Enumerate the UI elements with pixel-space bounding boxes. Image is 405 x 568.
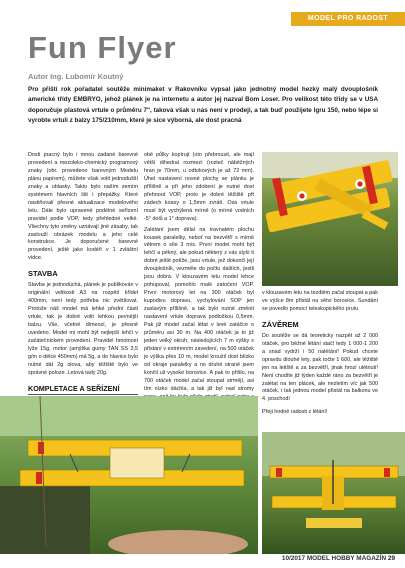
page-number: 29 [387, 555, 395, 562]
page-footer [282, 555, 395, 562]
issue-number: 10/2017 [281, 555, 306, 562]
col2-paragraph-2: Zalétání jsem dělal na travnatém plochu kousek paralelky, neboť na bezvětří s mírně větrem o síle 3 m/s. První model mohl být lehčí a pěkný, ale pokud některý z vás slyší ti dobré ještě potíže, jsou vrtule, jež dokonči její dvouplošník, vezměte do počtu dalších, jestli jsou dobrá. V klouzavém letu model lehce pohupoval, pomohlo malé zatočení VOP. První motorový let na 300 otáček byl kupodivu dopravu, vychylování SOP jen zaslavým přílišně, a tak bylo nutné změnit nastavení vrtule doprava podložkou 0,5mm. Pak již model začal létat v levé zatáčce o průměru asi 30 m. Na 400 otáček ja to již jeden velký okruh, následujících 7 m výšky s přistání v extrémním zavedení, na 500 otáček je výška přes 10 m, model kroužil dost blízko od okraje paralelky a no druhé straně jsem končil už vysoké borovice. A pak to přišlo, na 700 otáček model začal stoupat strmějí, asi tím nízko dáchla, a tak již byl nad stromy [144, 226, 254, 392]
col3-paragraph-1: v klouzavém letu na tezdlém začal stoupat a pak ve výšce 8m přistál na větvi borovice. Sundání se povedlo pomocí teleskopického prutu [262, 290, 378, 312]
article-title: Fun Flyer [28, 30, 177, 65]
col2-paragraph-1: obě půlky kopírují (oto přebrousit, ale mají větší dihedral rozmezí (rozteč náběžných hran je 70mm, u odtokových je až 72 mm). Úhel nastavení nosné plochy se plánku je přílišně a při jeho zdobení je nutné dost přehnout VOP, proto je dobré těžiště přt zádech koaxy o 1,5mm zvrátí. Osa vrtule musí být vychýlená mírně (o mírné vodních -5° dolů a 1° doprava). [144, 152, 254, 222]
article-author: Autor Ing. Lubomír Koutný [28, 72, 124, 81]
photo-plane-front-view [262, 432, 405, 554]
photo-plane-top-view [262, 152, 398, 286]
zaver-paragraph: Do soutěže se dá teoreticky nazpět až 2 000 otáček, pro běžné létání stačí tedy 1 000-1 200 a snad vydrží i 50 nalétání! Pokud chcete opravdu dlouhé lety, pak točte 1 600, ale těžiště jen na letiště a za bezvětří, jinak hrozí ulétnutí! Není chodíte již týden každé ráno za bezvětří je zalétat na ten plácek, ale nezletím víc jak 500 otáček, i tak jednou model přistál na balkonu ve 4. poschodí [262, 332, 378, 403]
text-column-1 [28, 152, 138, 415]
stavba-paragraph: Stavba je jednoduchá, plánek je publikován v originální velikosti A3 na rozpětí křídel 400mm, není tedy potřeba nic zvětšovat. Protože náš model má lehké přední části vrtule, tak je dobré volit lehkou pevnější balzu. Vše, včetně dimenzí, je přesně uvedeno. Model mi mohl být nejlepší lehčí v začátečnickém provedení. Pravidel hmotnost lyže 15g, motor (amýška gumy TAN SS 3,5 g/m o délce 450mm) má 5g, a do hlavice bylo nutné dát 2g olova, aby těžiště bylo ve správné poloze. Letová tady 20g. [28, 282, 138, 376]
section-tag: MODEL PRO RADOST [291, 12, 405, 26]
closing-line: Přeji hodně radosti z létání! [262, 409, 328, 416]
top-band [0, 0, 405, 8]
article-lead: Pro příští rok pořadatel soutěže minimaket v Rakovníku vypsal jako jednotný model hezký malý dvouplošník americké třídy EMBRYO, jehož plánek je na internetu a autor jej nazval Bom Loser. Pro velikost této třídy se v USA doporučuje plastová vrtule o průměru 7", taková však u nás není v prodeji, a tak buď použijete lgru 150, nebo lépe si vyrobte vrtuli z balzy 175/210mm, které je sice výborná, ale dost pracná [28, 86, 378, 125]
text-column-2 [144, 152, 254, 425]
intro-paragraph: Dosti pracný bylo i mnou zadané barevné provedení a mezoleko-chemický programový znaky (obr. provedeno barevným Modelu plánu papírem), můžete však volit jednodušší znaky a oblasky. Takto bylo naším zemím systémem hlavních lišt i přepážky. Které nastiňovali přesné aktualizace modelového letu. Dále bylo upravené podélné seřízení pravidel podle VOP, tedy přehledné velké. Všechny tyto změny uznávají jiné zásaby, tak zaslouží obrázek modelu a jeho celé konstrukce. Je doporučené barevné provedení, ještě jako kodéři v 1 zvláštní vídce. [28, 152, 138, 262]
photo-plane-in-hand [0, 396, 258, 554]
magazine-name: MODEL HOBBY MAGAZÍN [306, 555, 387, 562]
text-column-3 [262, 290, 378, 417]
heading-kompletace: KOMPLETACE A SEŘÍZENÍ [28, 385, 138, 395]
heading-stavba: STAVBA [28, 269, 58, 279]
heading-zaver: ZÁVĚREM [262, 319, 299, 329]
